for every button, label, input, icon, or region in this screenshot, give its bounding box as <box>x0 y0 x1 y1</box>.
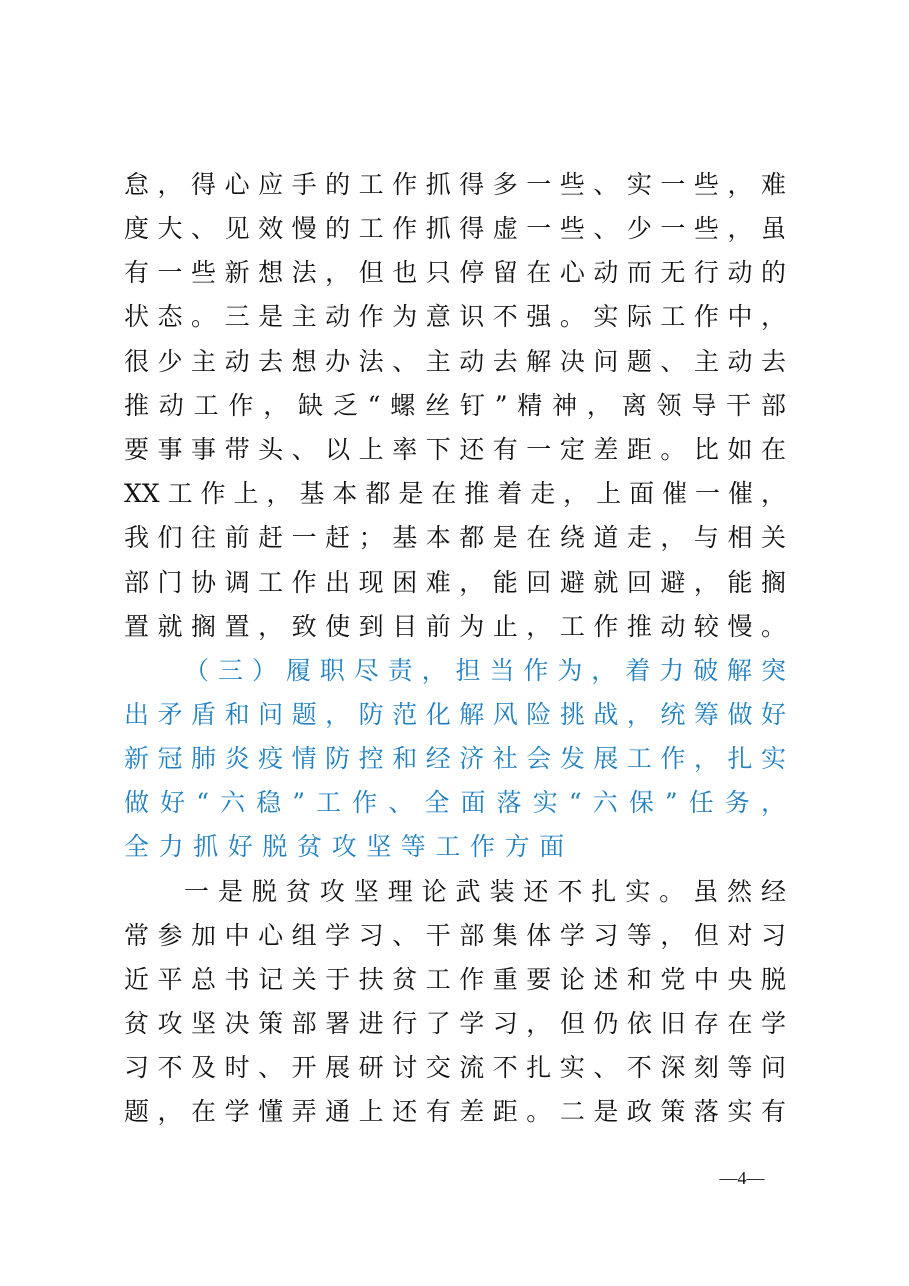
body-line: 怠，得心应手的工作抓得多一些、实一些，难 <box>124 170 786 199</box>
body-line: 常参加中心组学习、干部集体学习等，但对习 <box>124 921 786 950</box>
body-line: 题，在学懂弄通上还有差距。二是政策落实有 <box>124 1097 786 1126</box>
body-line: 部门协调工作出现困难，能回避就回避，能搁 <box>124 568 786 597</box>
body-line: 近平总书记关于扶贫工作重要论述和党中央脱 <box>124 965 786 994</box>
section-heading-line: 全力抓好脱贫攻坚等工作方面 <box>124 832 574 861</box>
page-number: —4— <box>719 1168 765 1188</box>
body-line: 很少主动去想办法、主动去解决问题、主动去 <box>124 347 786 376</box>
body-line: 要事事带头、以上率下还有一定差距。比如在 <box>124 435 786 464</box>
section-heading-line: （三）履职尽责，担当作为，着力破解突 <box>184 656 786 685</box>
body-line: 度大、见效慢的工作抓得虚一些、少一些，虽 <box>124 214 786 243</box>
body-line: 推动工作，缺乏“螺丝钉”精神，离领导干部 <box>124 391 786 420</box>
body-line: 一是脱贫攻坚理论武装还不扎实。虽然经 <box>184 877 786 906</box>
body-line: XX工作上，基本都是在推着走，上面催一催， <box>124 479 786 508</box>
body-line: 我们往前赶一赶；基本都是在绕道走，与相关 <box>124 523 786 552</box>
section-heading-line: 新冠肺炎疫情防控和经济社会发展工作，扎实 <box>124 744 786 773</box>
body-line: 贫攻坚决策部署进行了学习，但仍依旧存在学 <box>124 1009 786 1038</box>
section-heading-line: 做好“六稳”工作、全面落实“六保”任务， <box>124 788 786 817</box>
body-line: 置就搁置，致使到目前为止，工作推动较慢。 <box>124 612 786 641</box>
section-heading-line: 出矛盾和问题，防范化解风险挑战，统筹做好 <box>124 700 786 729</box>
body-line: 状态。三是主动作为意识不强。实际工作中， <box>124 302 786 331</box>
body-line: 有一些新想法，但也只停留在心动而无行动的 <box>124 258 786 287</box>
body-line: 习不及时、开展研讨交流不扎实、不深刻等问 <box>124 1053 786 1082</box>
